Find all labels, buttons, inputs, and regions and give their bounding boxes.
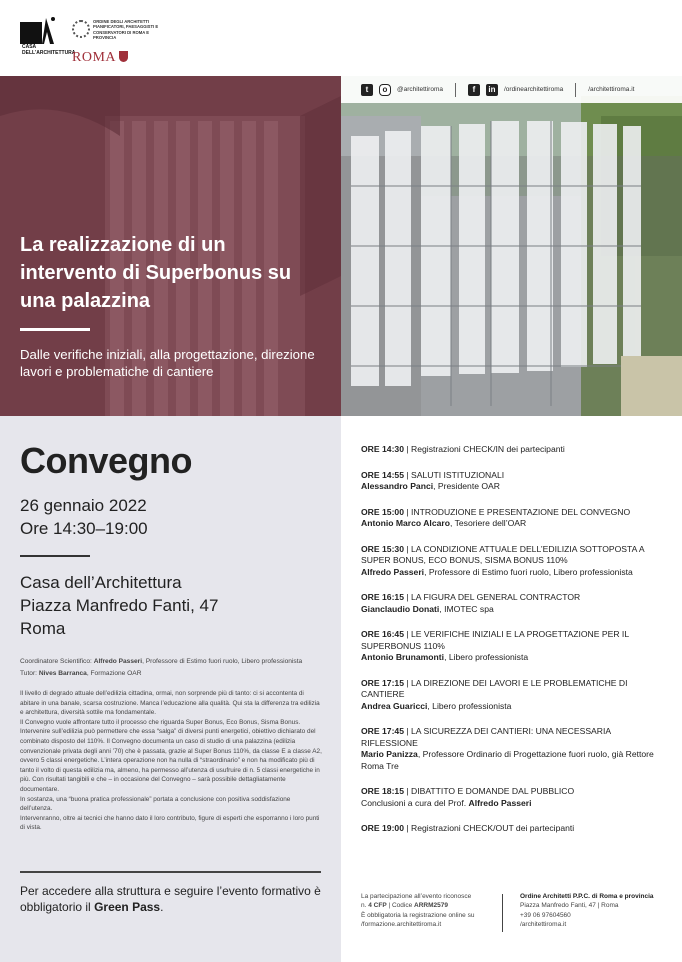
event-description (20, 689, 322, 833)
coordinator-name: Alfredo Passeri (93, 658, 143, 665)
order-seal-icon (72, 20, 90, 38)
roma-wordmark: ROMA (72, 50, 117, 65)
program-time: ORE 16:45 (361, 629, 404, 639)
program-title-line: ORE 16:45 | LE VERIFICHE INIZIALI E LA PROGETTAZIONE PER IL SUPERBONUS 110% (361, 629, 629, 651)
program-title-line: ORE 18:15 | DIBATTITO E DOMANDE DAL PUBBLICO (361, 786, 575, 796)
notice-end: . (160, 900, 164, 914)
program-title-line: ORE 15:30 | LA CONDIZIONE ATTUALE DELL’EDILIZIA SOTTOPOSTA A SUPER BONUS, ECO BONUS, SISMA BONUS 110% (361, 543, 645, 565)
program-title: DIBATTITO E DOMANDE DAL PUBBLICO (411, 786, 575, 796)
green-pass-notice (20, 883, 325, 915)
description-paragraph: Il Convegno vuole affrontare tutto il processo che riguarda Super Bonus, Eco Bonus, Sisma Bonus. Intervenire sull’edilizia può permettere che essa “salga” di diversi punti energetici, obiettivo dichiarato del combinato disposto del 110%. Il Convegno documenta un caso di studio di una palazzina (edilizia convenzionale privata degli anni ’70) che è passata, grazie al Super Bonus 110%, da classe E a classe A2, ovvero 5 classi energetiche. L’intera operazione non ha nulla di “straordinario” e non ha modificato più di tanto il volto di questa edilizia ma, almeno, ha permesso all’utenza di usufruire di n. 5 classi energetiche in più. Con risultati tangibili e che – in occasione del Convegno – sarà possibile dettagliatamente documentare. (20, 718, 322, 793)
program-speaker-line (361, 749, 666, 772)
event-title: La realizzazione di un intervento di Superbonus su una palazzina (20, 234, 292, 312)
program-speaker-line (361, 604, 666, 616)
event-type: Convegno (20, 440, 192, 481)
event-date: 26 gennaio 2022 (20, 496, 147, 515)
program-item (361, 726, 666, 772)
event-info-panel (0, 416, 341, 962)
twitter-icon[interactable]: t (361, 84, 373, 96)
program-title: Registrazioni CHECK/IN dei partecipanti (411, 444, 565, 454)
speaker-name: Alfredo Passeri (361, 566, 425, 577)
program-title-line: ORE 14:55 | SALUTI ISTITUZIONALI (361, 469, 505, 480)
program-time: ORE 15:00 (361, 506, 404, 517)
hero-banner (0, 76, 682, 416)
speaker-role: , Libero professionista (427, 700, 512, 711)
speaker-name: Alessandro Panci (361, 481, 434, 491)
credits-info (361, 892, 499, 929)
linkedin-icon[interactable]: in (486, 84, 498, 96)
tutor-name: Nives Barranca (38, 670, 87, 677)
description-paragraph: In sostanza, una “buona pratica professionale” portata a conclusione con positiva soddisfazione dell’utenza. (20, 795, 291, 813)
program-list (361, 444, 666, 849)
footer-line: La partecipazione all’evento riconosce (361, 893, 472, 900)
program-panel (341, 416, 682, 962)
program-item (361, 823, 666, 835)
website-handle[interactable]: /architettiroma.it (588, 86, 635, 93)
header (0, 0, 682, 76)
program-item (361, 507, 666, 530)
program-title: LA CONDIZIONE ATTUALE DELL’EDILIZIA SOTTOPOSTA A SUPER BONUS, ECO BONUS, SISMA BONUS 110% (361, 543, 645, 565)
program-speaker-line (361, 701, 666, 713)
speaker-name: Mario Panizza (361, 749, 418, 759)
program-item (361, 544, 666, 579)
program-time: ORE 17:15 (361, 677, 404, 688)
roma-shield-icon (119, 51, 128, 62)
registration-link[interactable]: /formazione.architettiroma.it (361, 920, 442, 928)
order-name: ORDINE DEGLI ARCHITETTI PIANIFICATORI, PAESAGGISTI E CONSERVATORI DI ROMA E PROVINCIA (93, 19, 159, 40)
event-city: Roma (20, 619, 66, 638)
instagram-icon[interactable]: o (379, 84, 391, 96)
speaker-role: , Presidente OAR (433, 481, 500, 491)
notice-text: Per accedere alla struttura e seguire l’evento formativo è obbligatorio il (20, 884, 321, 914)
program-title: LA SICUREZZA DEI CANTIERI: UNA NECESSARIA RIFLESSIONE (361, 726, 611, 748)
program-title: Registrazioni CHECK/OUT dei partecipanti (411, 823, 575, 833)
facebook-icon[interactable]: f (468, 84, 480, 96)
order-phone: +39 06 97604560 (520, 911, 571, 919)
program-item (361, 629, 666, 664)
logo-text: CASA DELL'ARCHITETTURA (22, 44, 76, 56)
program-title: SALUTI ISTITUZIONALI (411, 469, 505, 480)
program-title-line: ORE 15:00 | INTRODUZIONE E PRESENTAZIONE DEL CONVEGNO (361, 506, 631, 517)
program-item (361, 470, 666, 493)
scientific-coordinator (20, 657, 325, 666)
program-speaker-line (361, 652, 666, 664)
program-item (361, 678, 666, 713)
program-speaker-line (361, 518, 666, 530)
program-title: LA FIGURA DEL GENERAL CONTRACTOR (411, 592, 581, 602)
instagram-handle[interactable]: @architettiroma (397, 86, 443, 93)
event-address: Piazza Manfredo Fanti, 47 (20, 596, 219, 615)
divider (455, 83, 456, 97)
program-item (361, 592, 666, 615)
program-title-line: ORE 17:45 | LA SICUREZZA DEI CANTIERI: UNA NECESSARIA RIFLESSIONE (361, 726, 611, 748)
divider (502, 894, 503, 932)
footer-line: n. 4 CFP | Codice ARRM2579 (361, 902, 448, 910)
hero-photo-scaffolding (341, 76, 682, 416)
program-item (361, 444, 666, 456)
speaker-role: , Professore di Estimo fuori ruolo, Libero professionista (424, 566, 633, 577)
event-venue: Casa dell’Architettura (20, 573, 182, 592)
tutor-role: , Formazione OAR (86, 670, 142, 677)
facebook-handle[interactable]: /ordinearchitettiroma (503, 86, 564, 93)
program-title-line: ORE 14:30 | Registrazioni CHECK/IN dei partecipanti (361, 444, 565, 454)
program-time: ORE 14:55 (361, 469, 404, 480)
social-bar (341, 76, 682, 103)
program-title: INTRODUZIONE E PRESENTAZIONE DEL CONVEGNO (411, 506, 631, 517)
speaker-name: Andrea Guaricci (361, 700, 428, 711)
coordinator-role: , Professore di Estimo fuori ruolo, Libero professionista (142, 658, 303, 665)
speaker-role: , Tesoriere dell’OAR (449, 518, 527, 528)
speaker-role: Conclusioni a cura del Prof. (361, 797, 469, 808)
speaker-name: Gianclaudio Donati (361, 603, 440, 614)
program-title: LE VERIFICHE INIZIALI E LA PROGETTAZIONE PER IL SUPERBONUS 110% (361, 629, 629, 651)
divider (575, 83, 576, 97)
tutor-label: Tutor: (20, 670, 37, 677)
program-time: ORE 19:00 (361, 823, 404, 833)
program-speaker-line (361, 481, 666, 493)
event-subtitle: Dalle verifiche iniziali, alla progettazione, direzione lavori e problematiche di cantiere (20, 347, 315, 379)
program-title-line: ORE 19:00 | Registrazioni CHECK/OUT dei partecipanti (361, 823, 575, 833)
program-title-line: ORE 17:15 | LA DIREZIONE DEI LAVORI E LE PROBLEMATICHE DI CANTIERE (361, 677, 628, 699)
program-time: ORE 16:15 (361, 592, 404, 602)
speaker-role: , Professore Ordinario di Progettazione fuori ruolo, già Rettore Roma Tre (361, 749, 654, 771)
speaker-name: Alfredo Passeri (468, 797, 532, 808)
event-time: Ore 14:30–19:00 (20, 519, 148, 538)
description-paragraph: Il livello di degrado attuale dell’edilizia cittadina, ormai, non sorprende più di tanto: ci si accontenta di abitare in una banale, scarsa costruzione. Manca l’educazione alla qualità. Qui sta la differenza tra edilizia e architettura, diversità sottile ma fondamentale. (20, 690, 320, 717)
divider (20, 555, 90, 557)
order-website[interactable]: /architettiroma.it (520, 920, 567, 928)
program-time: ORE 18:15 (361, 786, 404, 796)
program-time: ORE 15:30 (361, 543, 404, 554)
program-title: LA DIREZIONE DEI LAVORI E LE PROBLEMATICHE DI CANTIERE (361, 677, 628, 699)
program-speaker-line (361, 798, 666, 810)
description-paragraph: Intervenranno, oltre ai tecnici che hanno dato il loro contributo, figure di esperti che esporranno i loro punti di vista. (20, 814, 320, 832)
coordinator-label: Coordinatore Scientifico: (20, 658, 92, 665)
order-address: Piazza Manfredo Fanti, 47 | Roma (520, 902, 619, 910)
tutor (20, 669, 325, 678)
order-title: Ordine Architetti P.P.C. di Roma e provincia (520, 893, 654, 900)
program-time: ORE 14:30 (361, 444, 404, 454)
divider (20, 871, 321, 873)
order-contact (520, 892, 670, 929)
program-time: ORE 17:45 (361, 726, 404, 736)
title-rule (20, 328, 90, 331)
speaker-name: Antonio Marco Alcaro (361, 518, 450, 528)
footer-line: È obbligatoria la registrazione online su (361, 911, 475, 919)
speaker-role: , Libero professionista (444, 652, 529, 662)
program-item (361, 786, 666, 809)
speaker-role: , IMOTEC spa (439, 603, 494, 614)
program-speaker-line (361, 567, 666, 579)
program-title-line: ORE 16:15 | LA FIGURA DEL GENERAL CONTRACTOR (361, 592, 581, 602)
speaker-name: Antonio Brunamonti (361, 652, 445, 662)
notice-bold: Green Pass (94, 900, 161, 914)
